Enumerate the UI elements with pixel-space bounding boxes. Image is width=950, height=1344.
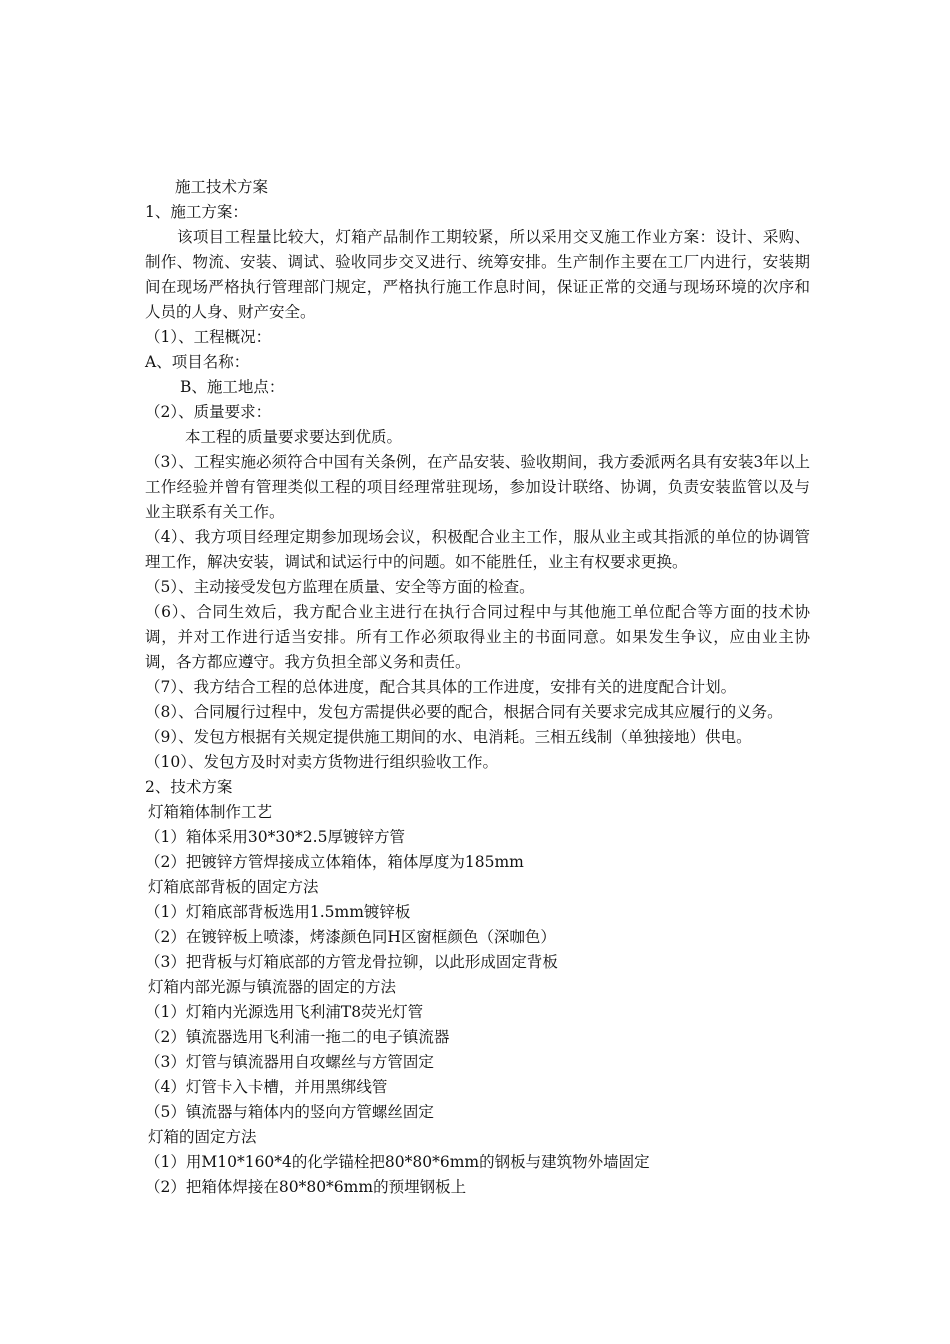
item-b: B、施工地点： [180, 378, 285, 396]
item-2: （2）、质量要求： [145, 403, 272, 421]
light-fixing-item-1: （1）灯箱内光源选用飞利浦T8荧光灯管 [145, 1003, 424, 1021]
item-8: （8）、合同履行过程中，发包方需提供必要的配合，根据合同有关要求完成其应履行的义务。 [145, 703, 783, 721]
light-fixing-item-2: （2）镇流器选用飞利浦一拖二的电子镇流器 [145, 1028, 450, 1046]
item-4: （4）、我方项目经理定期参加现场会议，积极配合业主工作，服从业主或其指派的单位的协调管理工作，解决安装，调试和试运行中的问题。如不能胜任，业主有权要求更换。 [145, 528, 810, 571]
item-9: （9）、发包方根据有关规定提供施工期间的水、电消耗。三相五线制（单独接地）供电。 [145, 728, 752, 746]
back-panel-item-2: （2）在镀锌板上喷漆，烤漆颜色同H区窗框颜色（深咖色） [145, 928, 556, 946]
item-7: （7）、我方结合工程的总体进度，配合其具体的工作进度，安排有关的进度配合计划。 [145, 678, 737, 696]
item-10: （10）、发包方及时对卖方货物进行组织验收工作。 [145, 753, 498, 771]
document-title: 施工技术方案 [175, 178, 269, 196]
back-panel-title: 灯箱底部背板的固定方法 [148, 878, 319, 896]
item-a: A、项目名称： [145, 353, 250, 371]
box-process-item-1: （1）箱体采用30*30*2.5厚镀锌方管 [145, 828, 405, 846]
item-5: （5）、主动接受发包方监理在质量、安全等方面的检查。 [145, 578, 535, 596]
section-2-heading: 2、技术方案 [145, 778, 233, 796]
back-panel-item-1: （1）灯箱底部背板选用1.5mm镀锌板 [145, 903, 411, 921]
item-1: （1）、工程概况： [145, 328, 272, 346]
light-fixing-title: 灯箱内部光源与镇流器的固定的方法 [148, 978, 397, 996]
section-1-heading: 1、施工方案： [145, 203, 248, 221]
section-1-paragraph: 该项目工程量比较大，灯箱产品制作工期较紧，所以采用交叉施工作业方案：设计、采购、制作、物流、安装、调试、验收同步交叉进行、统筹安排。生产制作主要在工厂内进行，安装期间在现场严格执行管理部门规定，严格执行施工作息时间，保证正常的交通与现场环境的次序和人员的人身、财产安全。 [145, 228, 810, 321]
box-process-item-2: （2）把镀锌方管焊接成立体箱体，箱体厚度为185mm [145, 853, 524, 871]
box-fixing-title: 灯箱的固定方法 [148, 1128, 257, 1146]
box-fixing-item-1: （1）用M10*160*4的化学锚栓把80*80*6mm的钢板与建筑物外墙固定 [145, 1153, 650, 1171]
light-fixing-item-4: （4）灯管卡入卡槽，并用黑绑线管 [145, 1078, 388, 1096]
box-fixing-item-2: （2）把箱体焊接在80*80*6mm的预埋钢板上 [145, 1178, 467, 1196]
item-3: （3）、工程实施必须符合中国有关条例，在产品安装、验收期间，我方委派两名具有安装3年以上工作经验并曾有管理类似工程的项目经理常驻现场，参加设计联络、协调，负责安装监管以及与业主联系有关工作。 [145, 453, 810, 521]
quality-requirement: 本工程的质量要求要达到优质。 [185, 428, 403, 446]
light-fixing-item-3: （3）灯管与镇流器用自攻螺丝与方管固定 [145, 1053, 434, 1071]
document-body [145, 175, 810, 1200]
box-process-title: 灯箱箱体制作工艺 [148, 803, 273, 821]
back-panel-item-3: （3）把背板与灯箱底部的方管龙骨拉铆，以此形成固定背板 [145, 953, 558, 971]
item-6: （6）、合同生效后，我方配合业主进行在执行合同过程中与其他施工单位配合等方面的技术协调，并对工作进行适当安排。所有工作必须取得业主的书面同意。如果发生争议，应由业主协调，各方都应遵守。我方负担全部义务和责任。 [145, 603, 810, 671]
light-fixing-item-5: （5）镇流器与箱体内的竖向方管螺丝固定 [145, 1103, 434, 1121]
